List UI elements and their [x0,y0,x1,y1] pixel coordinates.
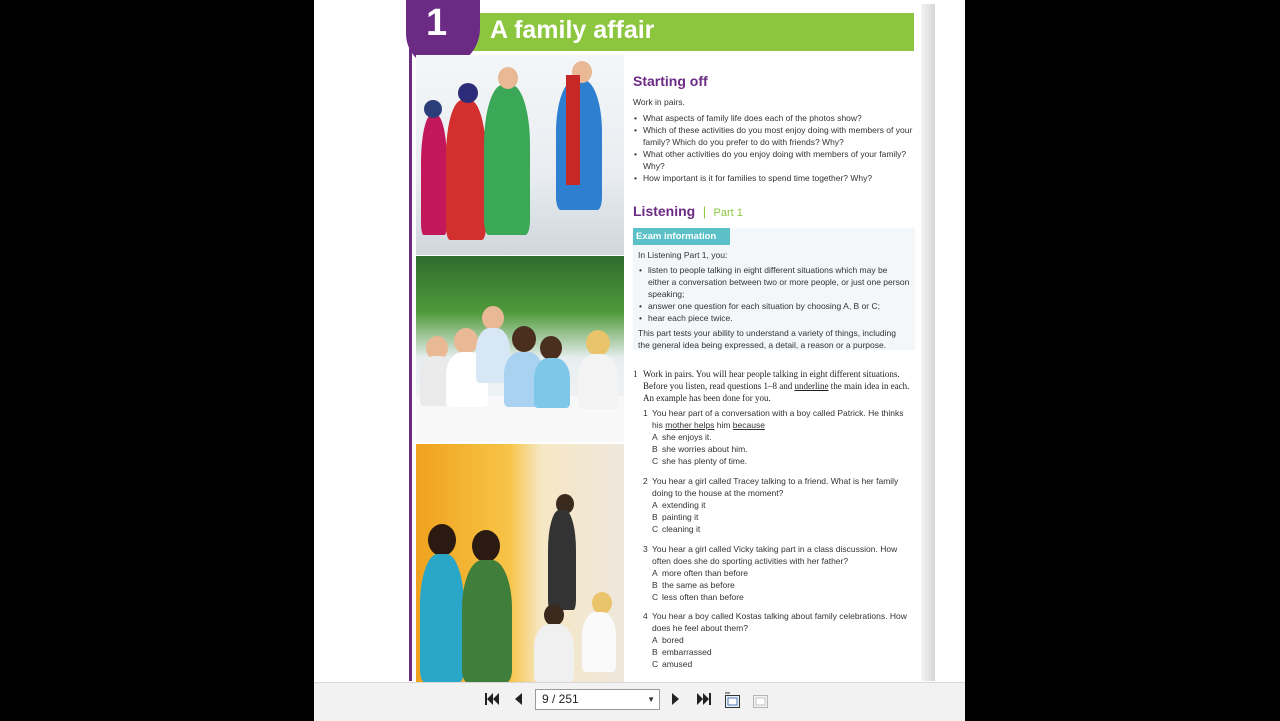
option-text: she worries about him. [662,444,748,454]
first-page-button[interactable] [483,692,501,710]
option-letter: A [652,500,658,510]
question-text-part: You hear part of a conversation with a boy called Patrick. He thinks his [652,408,904,430]
option-text: extending it [662,500,706,510]
exercise-instruction [633,368,913,404]
question-text: You hear a girl called Tracey talking to a friend. What is her family doing to the house at the moment? [652,476,899,498]
unit-number: 1 [426,2,448,44]
option-text: painting it [662,512,699,522]
question-number: 2 [643,476,648,486]
option [652,658,913,670]
list-item: • What other activities do you enjoy doing with members of your family? Why? [633,148,915,172]
question-text [652,407,913,431]
option-text: cleaning it [662,524,701,534]
option-letter: C [652,592,659,602]
question-underline: mother helps [665,420,715,430]
option-letter: C [652,524,659,534]
question-text-part: him [714,420,733,430]
option-letter: C [652,456,659,466]
page-shadow [921,4,935,681]
chevron-down-icon: ▼ [647,695,655,704]
option [652,567,913,579]
list-item: • Which of these activities do you most enjoy doing with members of your family? Which do you prefer to do with friends? Why? [633,124,915,148]
option-letter: C [652,659,659,669]
exam-information-content [638,249,910,351]
option-text: she enjoys it. [662,432,712,442]
next-page-button[interactable] [669,692,683,710]
last-page-button[interactable] [695,692,713,710]
photo-ice-skating [416,55,624,255]
option-letter: B [652,512,658,522]
page-edge [409,4,412,681]
option-letter: B [652,444,658,454]
option-letter: B [652,647,658,657]
option-text: amused [662,659,693,669]
instruction-part: the main idea in each. An example has been done for you. [643,381,910,403]
previous-page-button[interactable] [511,692,525,710]
question-2 [643,475,913,535]
previous-page-icon [513,692,523,706]
fit-width-button[interactable] [752,692,768,708]
listening-heading-row [633,203,915,221]
photo-home-gaming [416,444,624,682]
starting-off-section [633,73,915,184]
option [652,511,913,523]
list-item: • How important is it for families to spend time together? Why? [633,172,915,184]
list-item: • listen to people talking in eight different situations which may be either a conversation between two or more people, or just one person speaking; [638,264,910,300]
exam-summary: This part tests your ability to understand a variety of things, including the general idea being expressed, a detail, a reason or a purpose. [638,328,896,350]
option-letter: A [652,432,658,442]
option [652,443,913,455]
fit-page-icon [724,692,741,709]
starting-off-heading: Starting off [633,73,708,89]
page-number-select[interactable] [535,689,660,710]
question-text: You hear a girl called Vicky taking part in a class discussion. How often does she do sporting activities with her father? [652,544,898,566]
question-number: 3 [643,544,648,554]
option-letter: A [652,635,658,645]
instruction-part: Work in pairs. You will hear people talking in eight different situations. Before you listen, read questions 1–8 and [643,369,900,391]
page-title: A family affair [490,16,655,44]
option [652,634,913,646]
list-item: • answer one question for each situation by choosing A, B or C; [638,300,910,312]
option [652,591,913,603]
exam-information-label: Exam information [633,228,730,245]
first-page-icon [484,692,500,706]
option-text: embarrassed [662,647,712,657]
option [652,523,913,535]
question-1 [643,407,913,467]
option [652,579,913,591]
exercise-text [643,368,913,404]
option [652,431,913,443]
fit-width-icon [752,692,769,709]
page-indicator: 9 / 251 [542,692,579,706]
exam-points [638,264,910,324]
question-number: 1 [643,408,648,418]
option [652,646,913,658]
fit-page-button[interactable] [724,692,740,708]
option-text: more often than before [662,568,749,578]
list-item: • hear each piece twice. [638,312,910,324]
last-page-icon [696,692,712,706]
option-text: the same as before [662,580,735,590]
question-text: You hear a boy called Kostas talking about family celebrations. How does he feel about them? [652,611,907,633]
option-text: she has plenty of time. [662,456,748,466]
question-underline: because [732,420,765,430]
instruction-underline: underline [794,381,829,391]
option-text: bored [662,635,684,645]
question-number: 4 [643,611,648,621]
exam-intro: In Listening Part 1, you: [638,250,728,260]
option-text: less often than before [662,592,744,602]
question-3 [643,543,913,603]
option-letter: B [652,580,658,590]
next-page-icon [671,692,681,706]
exercise-number: 1 [633,369,638,379]
listening-heading: Listening [633,203,696,219]
listening-part: Part 1 [713,207,743,219]
photo-family-dinner [416,256,624,442]
question-4 [643,610,913,670]
option-letter: A [652,568,658,578]
option [652,455,913,467]
option [652,499,913,511]
list-item: • What aspects of family life does each of the photos show? [633,112,915,124]
starting-off-questions [633,112,915,184]
heading-divider: | [702,204,707,219]
starting-off-instruction: Work in pairs. [633,97,685,107]
